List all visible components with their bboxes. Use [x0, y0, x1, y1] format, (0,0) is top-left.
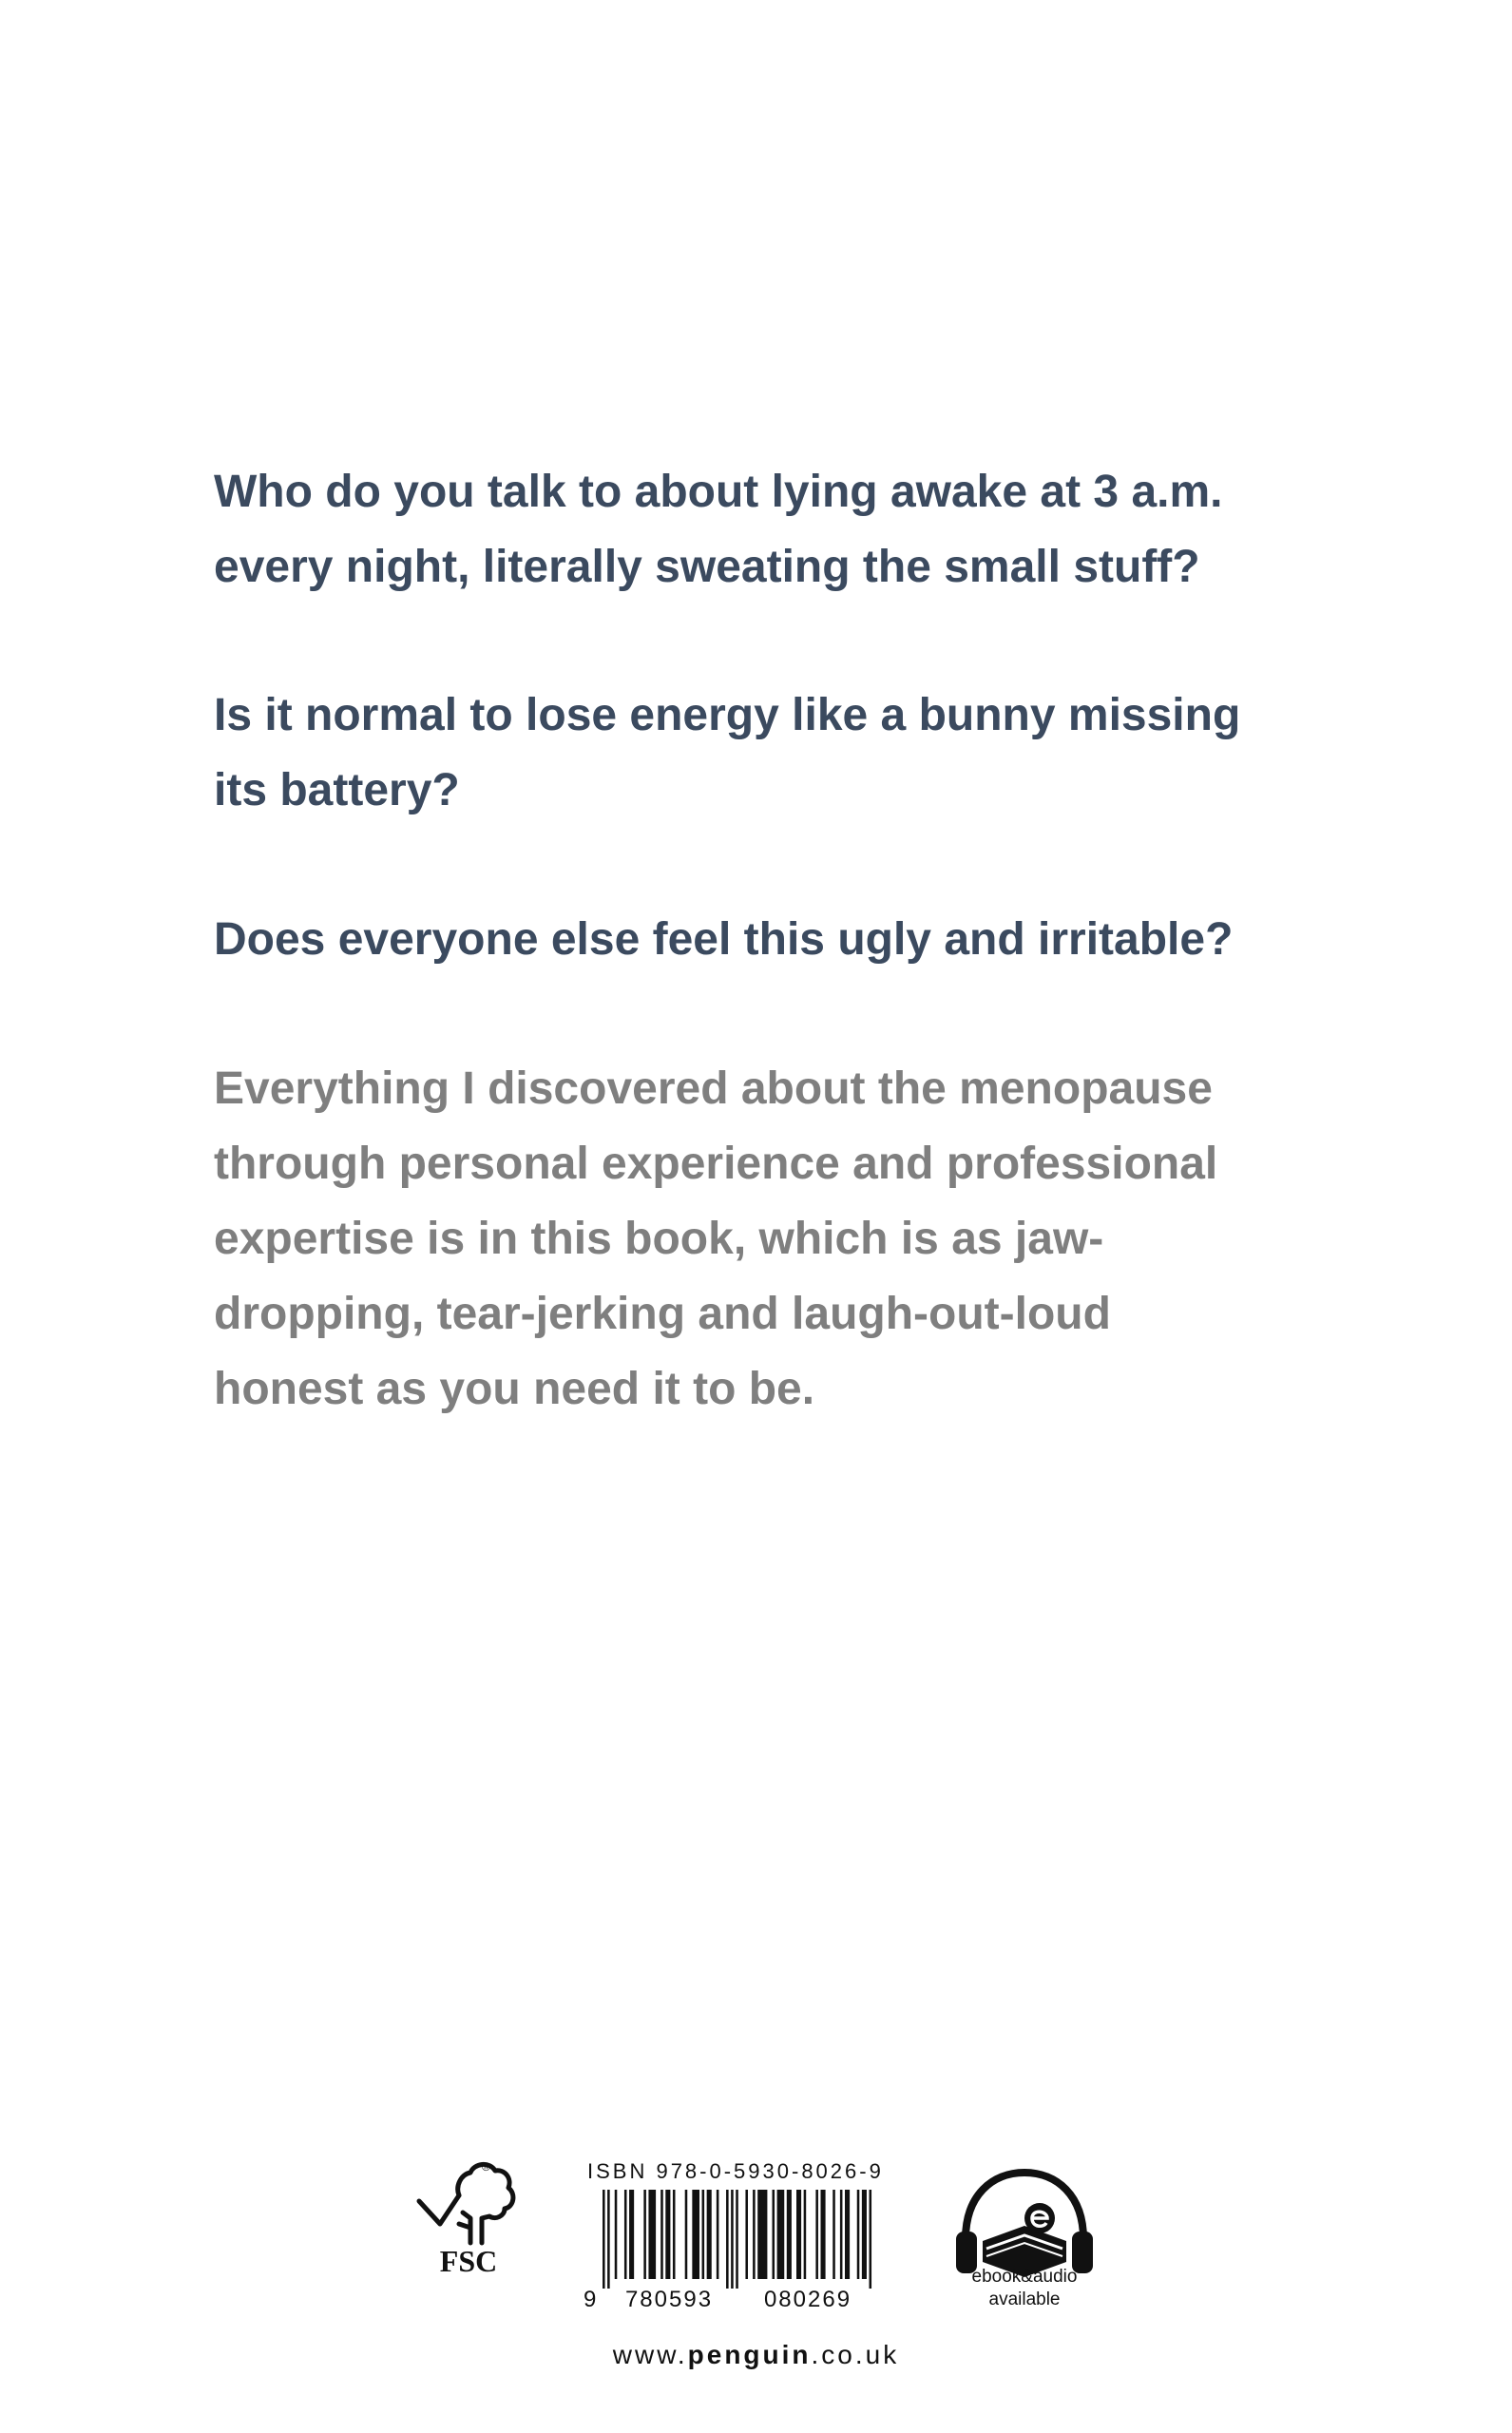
- ebook-audio-icon: [948, 2165, 1101, 2279]
- barcode-bar: [629, 2190, 634, 2279]
- barcode-bar: [685, 2190, 688, 2279]
- publisher-url: [0, 2340, 1512, 2370]
- barcode-bar: [862, 2190, 867, 2279]
- question-2-line-2: its battery?: [214, 765, 460, 815]
- ebook-audio-label: [936, 2266, 1113, 2311]
- barcode-bar: [787, 2190, 792, 2279]
- blurb-line-1: Everything I discovered about the menopause: [214, 1063, 1213, 1114]
- blurb-paragraph: [214, 1051, 1354, 1427]
- question-2: [214, 678, 1354, 828]
- barcode-right-digits: 080269: [763, 2287, 852, 2311]
- barcode-bar: [777, 2190, 785, 2279]
- barcode-bar: [702, 2190, 705, 2279]
- barcode-bar: [648, 2190, 656, 2279]
- blurb-line-2: through personal experience and professional: [214, 1139, 1218, 1189]
- barcode-bar: [665, 2190, 670, 2279]
- barcode-bar: [796, 2190, 801, 2279]
- blurb-line-3: expertise is in this book, which is as jaw-: [214, 1214, 1104, 1264]
- question-1: [214, 454, 1354, 604]
- blurb-line-4: dropping, tear-jerking and laugh-out-loud: [214, 1289, 1111, 1339]
- barcode-bar: [736, 2190, 738, 2289]
- barcode: [582, 2188, 895, 2311]
- question-2-line-1: Is it normal to lose energy like a bunny missing: [214, 690, 1241, 740]
- fsc-label: FSC: [439, 2244, 498, 2278]
- barcode-bar: [840, 2190, 843, 2279]
- barcode-bar: [717, 2190, 719, 2279]
- barcode-bar: [726, 2190, 729, 2289]
- url-suffix: .co.uk: [811, 2340, 900, 2369]
- ebook-label-line-1: ebook&audio: [971, 2267, 1078, 2287]
- barcode-first-digit: 9: [584, 2287, 597, 2311]
- barcode-bar: [607, 2190, 610, 2289]
- barcode-bar: [857, 2190, 860, 2279]
- barcode-bar: [870, 2190, 872, 2289]
- url-brand: penguin: [687, 2340, 812, 2369]
- url-prefix: www.: [612, 2340, 688, 2369]
- barcode-bar: [731, 2190, 734, 2289]
- barcode-bar: [757, 2190, 767, 2279]
- barcode-bar: [692, 2190, 699, 2279]
- barcode-bar: [773, 2190, 775, 2279]
- barcode-bar: [845, 2190, 850, 2279]
- fsc-logo-icon: [413, 2157, 524, 2279]
- question-1-line-2: every night, literally sweating the small stuff?: [214, 542, 1200, 592]
- barcode-bar: [643, 2190, 646, 2279]
- barcode-bar: [707, 2190, 712, 2279]
- fsc-registered-mark: ®: [482, 2160, 490, 2174]
- barcode-bar: [660, 2190, 663, 2279]
- barcode-bar: [815, 2190, 818, 2279]
- question-1-line-1: Who do you talk to about lying awake at 3 a.m.: [214, 467, 1223, 517]
- barcode-bar: [833, 2190, 835, 2279]
- barcode-bar: [624, 2190, 627, 2279]
- barcode-bar: [745, 2190, 748, 2279]
- question-3: [214, 902, 1354, 977]
- ebook-label-line-2: available: [988, 2289, 1061, 2309]
- isbn-label: ISBN 978-0-5930-8026-9: [587, 2159, 884, 2183]
- blurb-line-5: honest as you need it to be.: [214, 1364, 815, 1414]
- barcode-bar: [673, 2190, 676, 2279]
- barcode-bar: [603, 2190, 605, 2289]
- barcode-bar: [821, 2190, 826, 2279]
- barcode-bar: [753, 2190, 756, 2279]
- barcode-left-digits: 780593: [624, 2287, 714, 2311]
- barcode-bar: [615, 2190, 618, 2279]
- barcode-bar: [804, 2190, 807, 2279]
- question-3-line-1: Does everyone else feel this ugly and irritable?: [214, 914, 1234, 965]
